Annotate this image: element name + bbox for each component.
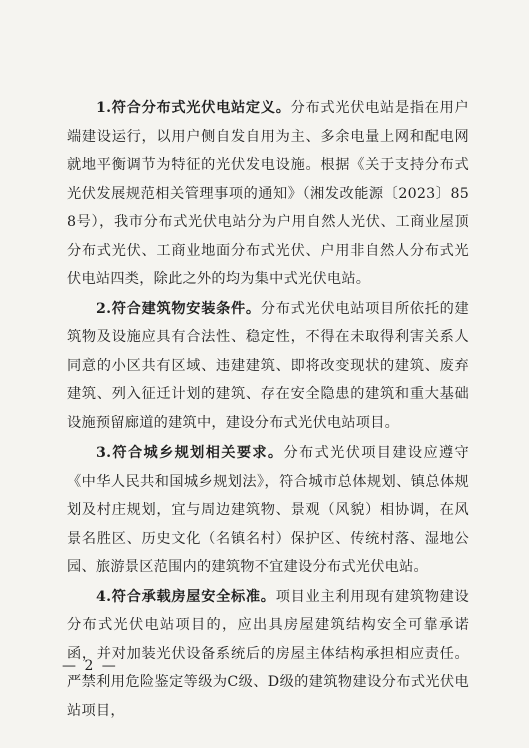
paragraph-2-heading: 2.符合建筑物安装条件。 bbox=[96, 300, 261, 317]
paragraph-4-text: 项目业主利用现有建筑物建设分布式光伏电站项目的，应出具房屋建筑结构安全可靠承诺函，并对加装光伏设备系统后的房屋主体结构承担相应责任。严禁利用危险鉴定等级为C级、D级的建筑物建设分布式光伏电站项目， bbox=[67, 588, 469, 719]
paragraph-1 bbox=[67, 94, 469, 294]
page-number: — 2 — bbox=[62, 658, 118, 674]
document-body bbox=[67, 94, 469, 725]
paragraph-3-heading: 3.符合城乡规划相关要求。 bbox=[96, 445, 284, 461]
paragraph-1-text: 分布式光伏电站是指在用户端建设运行，以用户侧自发自用为主、多余电量上网和配电网就地平衡调节为特征的光伏发电设施。根据《关于支持分布式光伏发展规范相关管理事项的通知》（湘发改能源〔2023〕858号），我市分布式光伏电站分为户用自然人光伏、工商业屋顶分布式光伏、工商业地面分布式光伏、户用非自然人分布式光伏电站四类，除此之外的均为集中式光伏电站。 bbox=[67, 100, 469, 287]
paragraph-2 bbox=[67, 295, 469, 438]
paragraph-2-text: 分布式光伏电站项目所依托的建筑物及设施应具有合法性、稳定性，不得在未取得利害关系人同意的小区共有区域、违建建筑、即将改变现状的建筑、废弃建筑、列入征迁计划的建筑、存在安全隐患的建筑和重大基础设施预留廊道的建筑中，建设分布式光伏电站项目。 bbox=[67, 300, 469, 431]
paragraph-4-heading: 4.符合承载房屋安全标准。 bbox=[96, 588, 276, 605]
paragraph-3 bbox=[67, 439, 469, 582]
paragraph-1-heading: 1.符合分布式光伏电站定义。 bbox=[96, 100, 291, 116]
paragraph-3-text: 分布式光伏项目建设应遵守《中华人民共和国城乡规划法》，符合城市总体规划、镇总体规划及村庄规划，宜与周边建筑物、景观（风貌）相协调，在风景名胜区、历史文化（名镇名村）保护区、传统村落、湿地公园、旅游景区范围内的建筑物不宜建设分布式光伏电站。 bbox=[67, 445, 469, 575]
paragraph-4 bbox=[67, 583, 469, 726]
